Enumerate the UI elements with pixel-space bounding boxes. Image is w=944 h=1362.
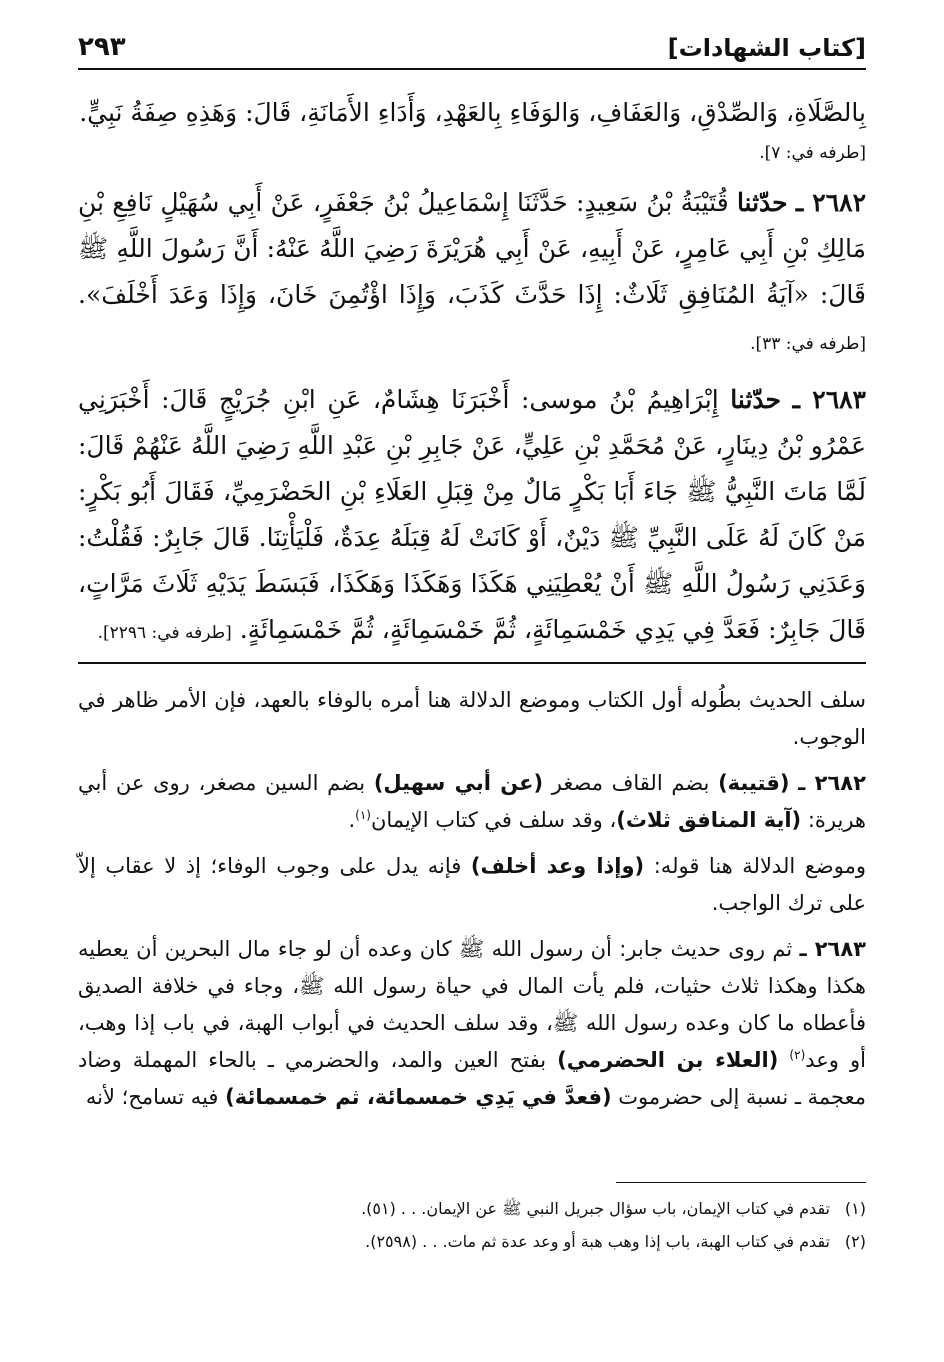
commentary-paragraph-3 bbox=[78, 848, 866, 922]
commentary-p2-bold-3: (آية المنافق ثلاث) bbox=[616, 808, 802, 832]
footnote-2-text: تقدم في كتاب الهبة، باب إذا وهب هبة أو وعد عدة ثم مات. . . (٢٥٩٨). bbox=[365, 1232, 830, 1251]
commentary-p4-bold-2: (فعدَّ في يَدِي خمسمائة، ثم خمسمائة) bbox=[225, 1085, 612, 1109]
commentary-block bbox=[78, 682, 866, 1125]
commentary-paragraph-2683 bbox=[78, 931, 866, 1116]
footnotes-block bbox=[78, 1192, 866, 1258]
commentary-p2-text-2: بضم السين مصغر، روى عن أبي هريرة: bbox=[78, 771, 866, 832]
section-divider bbox=[78, 662, 866, 664]
chapter-title: [كتاب الشهادات] bbox=[667, 34, 866, 62]
commentary-p2-bold-2: (عن أبي سهيل) bbox=[373, 771, 544, 795]
hadith-2683-text: إِبْرَاهِيمُ بْنُ موسى: أَخْبَرَنَا هِشَامٌ، عَنِ ابْنِ جُرَيْجٍ قَالَ: أَخْبَرَنِي عَمْرُو بْنُ دِينَارٍ، عَنْ مُحَمَّدِ بْنِ عَلِيٍّ، عَنْ جَابِرِ بْنِ عَبْدِ اللَّهِ رَضِيَ اللَّهُ عَنْهُمْ قَالَ: لَمَّا مَاتَ النَّبِيُّ ﷺ جَاءَ أَبَا بَكْرٍ مَالٌ مِنْ قِبَلِ العَلَاءِ بْنِ الحَضْرَمِيِّ، فَقَالَ أَبُو بَكْرٍ: مَنْ كَانَ لَهُ عَلَى النَّبِيِّ ﷺ دَيْنٌ، أَوْ كَانَتْ لَهُ قِبَلَهُ عِدَةٌ، فَلْيَأْتِنَا. قَالَ جَابِرٌ: فَقُلْتُ: وَعَدَنِي رَسُولُ اللَّهِ ﷺ أَنْ يُعْطِيَنِي هَكَذَا وَهَكَذَا وَهَكَذَا، فَبَسَطَ يَدَيْهِ ثَلَاثَ مَرَّاتٍ، قَالَ جَابِرٌ: فَعَدَّ فِي يَدِي خَمْسَمِائَةٍ، ثُمَّ خَمْسَمِائَةٍ، ثُمَّ خَمْسَمِائَةٍ. bbox=[78, 385, 866, 644]
hadith-text-block bbox=[78, 90, 866, 660]
commentary-p3-bold-1: (وإذا وعد أخلف) bbox=[470, 854, 645, 878]
commentary-p4-bold-1: (العلاء بن الحضرمي) bbox=[557, 1048, 779, 1072]
commentary-p3-text-2: فإنه يدل على وجوب الوفاء؛ إذ لا عقاب إلاّ على ترك الواجب. bbox=[78, 854, 866, 915]
commentary-p3-text-1: وموضع الدلالة هنا قوله: bbox=[653, 854, 866, 878]
page-header bbox=[78, 28, 866, 70]
commentary-p4-text-2: بفتح العين والمد، والحضرمي ـ بالحاء المهملة وضاد معجمة ـ نسبة إلى حضرموت bbox=[78, 1048, 866, 1109]
hadith-intro-text: بِالصَّلَاةِ، وَالصِّدْقِ، وَالعَفَافِ، وَالوَفَاءِ بِالعَهْدِ، وَأَدَاءِ الأَمَانَةِ، قَالَ: وَهَذِهِ صِفَةُ نَبِيٍّ. bbox=[79, 98, 866, 127]
hadith-2683-haddathana: حدّثنا bbox=[730, 385, 781, 414]
footnote-marker-1[interactable]: (١) bbox=[355, 808, 371, 822]
hadith-2682 bbox=[78, 180, 866, 367]
commentary-p2-end: . bbox=[348, 808, 356, 832]
commentary-2683-number: ٢٦٨٣ ـ bbox=[799, 937, 866, 961]
footnote-1 bbox=[78, 1192, 866, 1225]
commentary-p4-text-1: ثم روى حديث جابر: أن رسول الله ﷺ كان وعده أن لو جاء مال البحرين أن يعطيه هكذا وهكذا ثلاث حثيات، فلم يأت المال في حياة رسول الله ﷺ، وجاء في خلافة الصديق فأعطاه ما كان وعده رسول الله ﷺ، وقد سلف الحديث في أبواب الهبة، في باب إذا وهب، أو وعد bbox=[78, 937, 866, 1072]
commentary-paragraph-2682 bbox=[78, 765, 866, 839]
hadith-2682-text: قُتَيْبَةُ بْنُ سَعِيدٍ: حَدَّثَنَا إِسْمَاعِيلُ بْنُ جَعْفَرٍ، عَنْ أَبِي سُهَيْلٍ نَافِعِ بْنِ مَالِكِ بْنِ أَبِي عَامِرٍ، عَنْ أَبِيهِ، عَنْ أَبِي هُرَيْرَةَ رَضِيَ اللَّهُ عَنْهُ: أَنَّ رَسُولَ اللَّهِ ﷺ قَالَ: «آيَةُ المُنَافِقِ ثَلَاثٌ: إِذَا حَدَّثَ كَذَبَ، وَإِذَا اؤْتُمِنَ خَانَ، وَإِذَا وَعَدَ أَخْلَفَ». bbox=[78, 188, 866, 309]
page-number: ٢٩٣ bbox=[78, 32, 126, 62]
hadith-2683-ref: [طرفه في: ٢٢٩٦]. bbox=[97, 623, 232, 643]
footnote-2 bbox=[78, 1225, 866, 1258]
commentary-2682-number: ٢٦٨٢ ـ bbox=[798, 771, 866, 795]
commentary-paragraph-1 bbox=[78, 682, 866, 756]
commentary-p2-bold-1: (قتيبة) bbox=[718, 771, 790, 795]
hadith-2682-number: ٢٦٨٢ ـ bbox=[795, 188, 866, 217]
commentary-p2-text-1: بضم القاف مصغر bbox=[551, 771, 710, 795]
footnote-1-text: تقدم في كتاب الإيمان، باب سؤال جبريل النبي ﷺ عن الإيمان. . . (٥١). bbox=[361, 1199, 830, 1218]
hadith-2682-haddathana: حدّثنا bbox=[736, 188, 788, 217]
footnote-rule bbox=[616, 1182, 866, 1183]
hadith-2682-ref: [طرفه في: ٣٣]. bbox=[750, 334, 866, 354]
hadith-intro bbox=[78, 90, 866, 136]
footnote-2-number: (٢) bbox=[844, 1232, 866, 1251]
hadith-2683 bbox=[78, 377, 866, 656]
commentary-p1-text: سلف الحديث بطُوله أول الكتاب وموضع الدلالة هنا أمره بالوفاء بالعهد، فإن الأمر ظاهر في الوجوب. bbox=[78, 688, 866, 749]
commentary-p2-text-3: ، وقد سلف في كتاب الإيمان bbox=[370, 808, 617, 832]
footnote-marker-2[interactable]: (٢) bbox=[789, 1048, 806, 1062]
footnote-1-number: (١) bbox=[844, 1199, 866, 1218]
hadith-intro-ref: [طرفه في: ٧]. bbox=[759, 143, 866, 163]
commentary-p4-text-3: فيه تسامح؛ لأنه bbox=[85, 1085, 219, 1109]
hadith-2683-number: ٢٦٨٣ ـ bbox=[792, 385, 866, 414]
